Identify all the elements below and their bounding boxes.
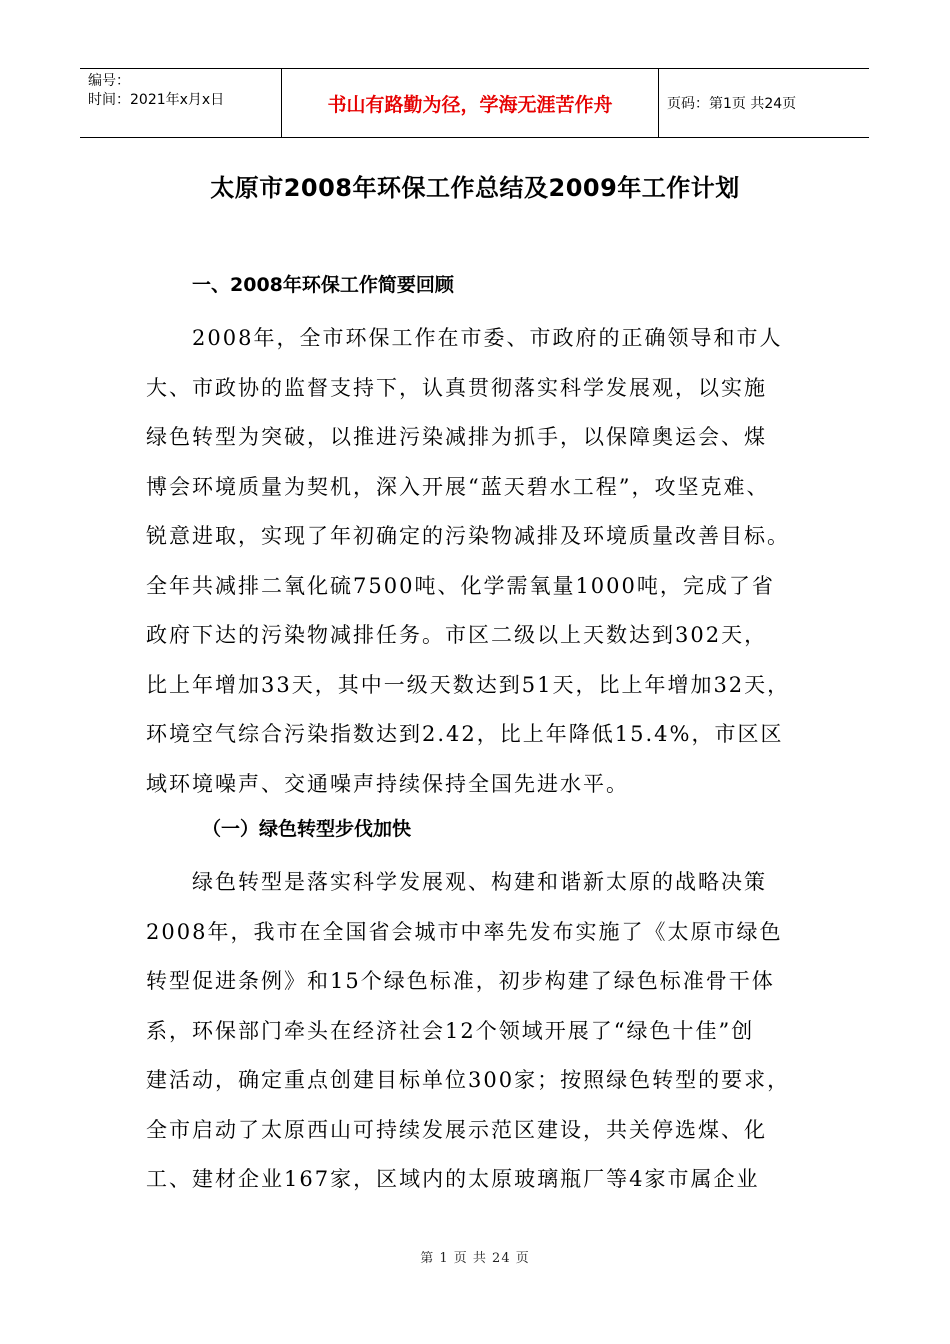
paragraph-line: 转型促进条例》和15个绿色标准，初步构建了绿色标准骨干体 <box>146 969 775 993</box>
paragraph-line: 比上年增加33天，其中一级天数达到51天，比上年增加32天， <box>146 672 791 697</box>
paragraph-line: 政府下达的污染物减排任务。市区二级以上天数达到302天， <box>146 623 768 647</box>
paragraph-line: 工、建材企业167家，区域内的太原玻璃瓶厂等4家市属企业 <box>146 1167 760 1191</box>
paragraph-line: 域环境噪声、交通噪声持续保持全国先进水平。 <box>146 771 629 796</box>
section-heading-green-transition: （一）绿色转型步伐加快 <box>202 818 412 840</box>
paragraph-review <box>146 314 816 809</box>
page-footer: 第 1 页 共 24 页 <box>420 1251 530 1266</box>
paragraph-line: 全市启动了太原西山可持续发展示范区建设，共关停选煤、化 <box>146 1117 767 1142</box>
paragraph-green-transition <box>146 858 816 1205</box>
paragraph-line: 锐意进取，实现了年初确定的污染物减排及环境质量改善目标。 <box>146 524 790 548</box>
number-label: 编号： <box>88 73 130 89</box>
paragraph-line: 环境空气综合污染指数达到2.42，比上年降低15.4%，市区区 <box>146 722 784 746</box>
paragraph-line: 全年共减排二氧化硫7500吨、化学需氧量1000吨，完成了省 <box>146 573 775 598</box>
paragraph-line: 2008年，全市环保工作在市委、市政府的正确领导和市人 <box>192 326 783 350</box>
document-title: 太原市2008年环保工作总结及2009年工作计划 <box>210 174 740 202</box>
header-meta <box>80 69 282 137</box>
header-motto: 书山有路勤为径，学海无涯苦作舟 <box>282 69 659 137</box>
document-body <box>146 266 816 1205</box>
header-page-info: 页码：第1页 共24页 <box>667 96 797 112</box>
paragraph-line: 大、市政协的监督支持下，认真贯彻落实科学发展观，以实施 <box>146 375 767 400</box>
section-heading-review: 一、2008年环保工作简要回顾 <box>192 274 454 296</box>
paragraph-line: 绿色转型是落实科学发展观、构建和谐新太原的战略决策 <box>192 870 767 894</box>
paragraph-line: 系，环保部门牵头在经济社会12个领域开展了“绿色十佳”创 <box>146 1018 755 1043</box>
paragraph-line: 2008年，我市在全国省会城市中率先发布实施了《太原市绿色 <box>146 919 783 944</box>
paragraph-line: 绿色转型为突破，以推进污染减排为抓手，以保障奥运会、煤 <box>146 425 767 449</box>
page-header <box>80 68 869 138</box>
paragraph-line: 博会环境质量为契机，深入开展“蓝天碧水工程”，攻坚克难、 <box>146 474 770 499</box>
paragraph-line: 建活动，确定重点创建目标单位300家；按照绿色转型的要求， <box>146 1068 791 1092</box>
time-label: 时间：2021年x月x日 <box>88 92 225 108</box>
